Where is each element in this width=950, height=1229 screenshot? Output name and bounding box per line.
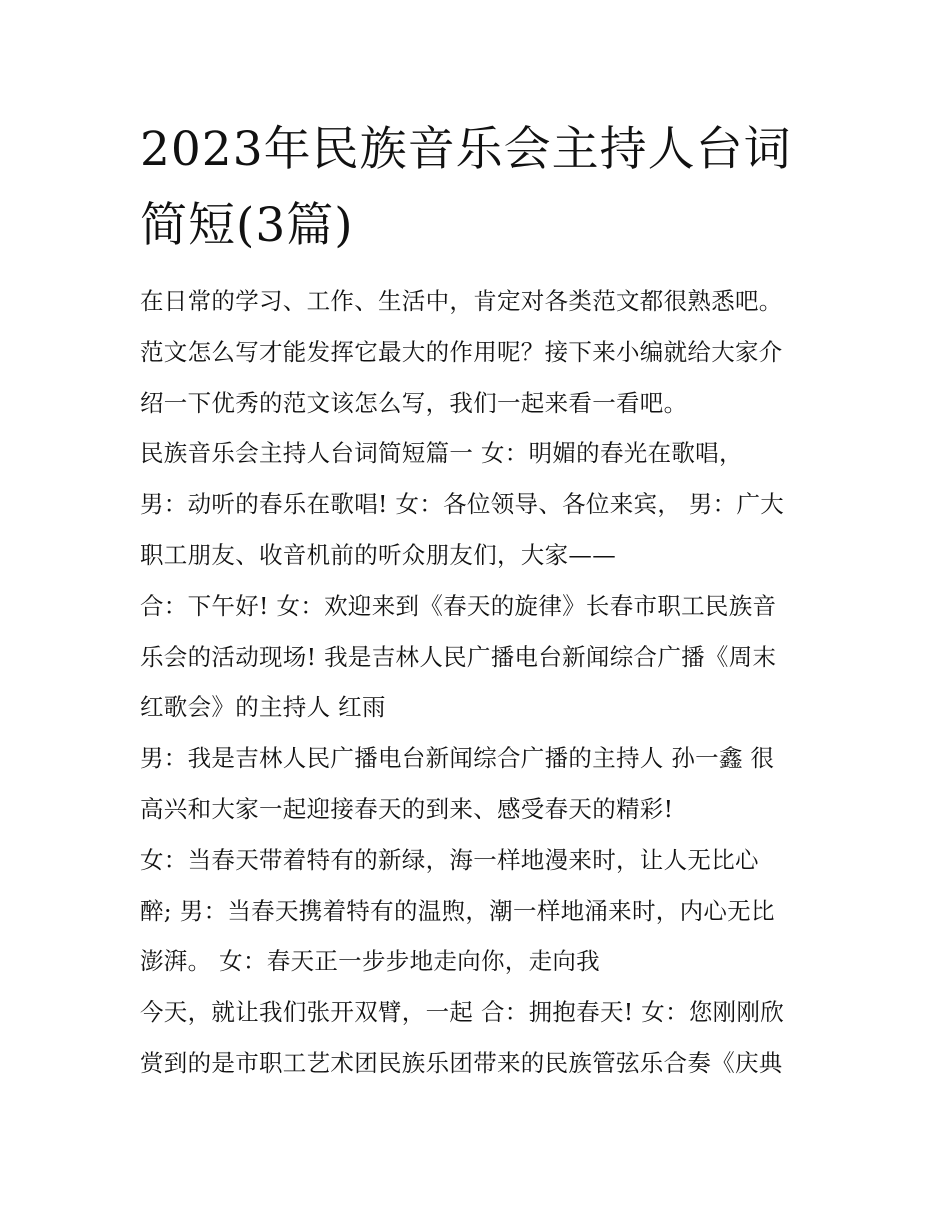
body-line: 合：下午好! 女：欢迎来到《春天的旋律》长春市职工民族音 xyxy=(140,591,777,620)
body-line: 高兴和大家一起迎接春天的到来、感受春天的精彩! xyxy=(140,794,674,823)
body-line: 男：我是吉林人民广播电台新闻综合广播的主持人 孙一鑫 很 xyxy=(140,744,775,773)
body-line: 今天，就让我们张开双臂，一起 合：拥抱春天! 女：您刚刚欣 xyxy=(140,998,785,1027)
body-line: 赏到的是市职工艺术团民族乐团带来的民族管弦乐合奏《庆典 xyxy=(140,1048,783,1077)
body-line: 乐会的活动现场! 我是吉林人民广播电台新闻综合广播《周末 xyxy=(140,642,777,671)
body-line: 绍一下优秀的范文该怎么写，我们一起来看一看吧。 xyxy=(140,388,688,417)
document-title xyxy=(140,112,830,264)
body-line: 范文怎么写才能发挥它最大的作用呢？接下来小编就给大家介 xyxy=(140,337,783,366)
body-line: 在日常的学习、工作、生活中，肯定对各类范文都很熟悉吧。 xyxy=(140,287,783,315)
title-line: 2023年民族音乐会主持人台词 xyxy=(140,122,792,177)
body-line: 职工朋友、收音机前的听众朋友们，大家—— xyxy=(140,540,616,569)
body-line: 红歌会》的主持人 红雨 xyxy=(140,693,386,722)
body-line: 男：动听的春乐在歌唱! 女：各位领导、各位来宾， 男：广大 xyxy=(140,490,785,519)
body-line: 女：当春天带着特有的新绿，海一样地漫来时，让人无比心 xyxy=(140,845,759,874)
body-line: 澎湃。 女：春天正一步步地走向你，走向我 xyxy=(140,947,600,976)
document-body xyxy=(140,276,830,1089)
title-line: 简短(3篇) xyxy=(140,198,354,253)
body-line: 民族音乐会主持人台词简短篇一 女：明媚的春光在歌唱， xyxy=(140,439,743,468)
body-line: 醉; 男：当春天携着特有的温煦，潮一样地涌来时，内心无比 xyxy=(140,896,775,925)
